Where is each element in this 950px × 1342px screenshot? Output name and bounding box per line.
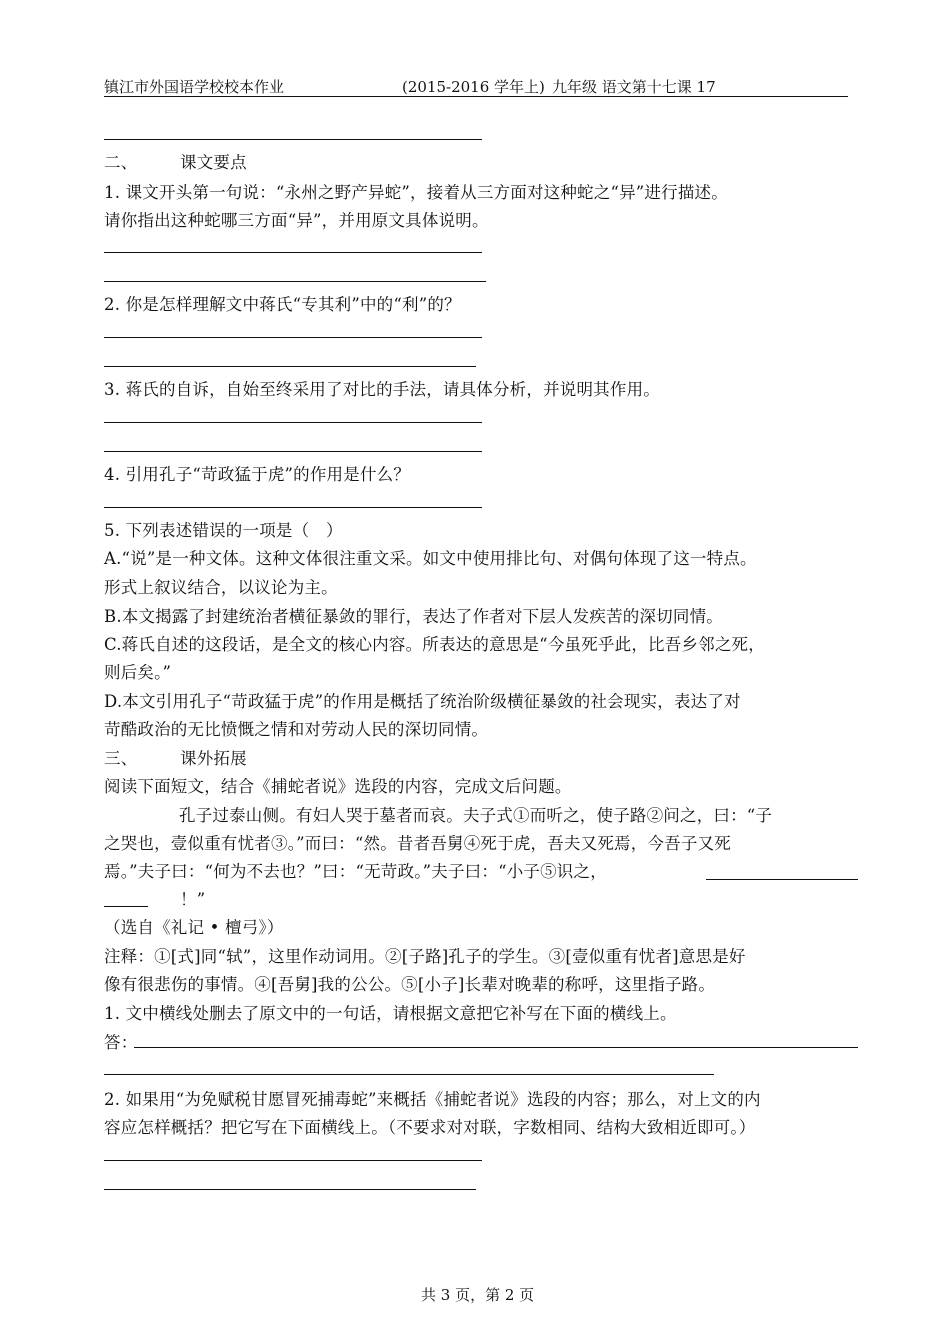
answer-line[interactable]: [104, 337, 482, 338]
extension-question-2-line1: 2. 如果用“为免赋税甘愿冒死捕毒蛇”来概括《捕蛇者说》选段的内容；那么，对上文的内: [104, 1090, 761, 1109]
passage-line1: 孔子过泰山侧。有妇人哭于墓者而哀。夫子式①而听之，使子路②问之，曰：“子: [179, 806, 773, 825]
fill-blank-line[interactable]: [104, 906, 148, 907]
extension-question-1: 1. 文中横线处删去了原文中的一句话，请根据文意把它补写在下面的横线上。: [104, 1004, 677, 1023]
answer-line[interactable]: [134, 1047, 858, 1048]
answer-line[interactable]: [104, 422, 482, 423]
passage-source: （选自《礼记 • 檀弓》）: [104, 918, 284, 937]
notes-line1: 注释：①[式]同“轼”，这里作动词用。②[子路]孔子的学生。③[壹似重有忧者]意思是好: [104, 947, 746, 966]
answer-line[interactable]: [104, 1189, 476, 1190]
option-a-line1: A.“说”是一种文体。这种文体很注重文采。如文中使用排比句、对偶句体现了这一特点。: [104, 549, 757, 568]
header-rule: [104, 96, 848, 97]
section3-intro: 阅读下面短文，结合《捕蛇者说》选段的内容，完成文后问题。: [104, 777, 572, 796]
answer-line[interactable]: [104, 366, 476, 367]
answer-line[interactable]: [104, 1160, 482, 1161]
section2-title: 课文要点: [180, 153, 247, 172]
question-5: 5. 下列表述错误的一项是（ ）: [104, 521, 343, 540]
question-4: 4. 引用孔子“苛政猛于虎”的作用是什么？: [104, 465, 411, 484]
header-term: (2015-2016 学年上): [402, 78, 545, 96]
header-school: 镇江市外国语学校校本作业: [104, 78, 285, 96]
option-c-line2: 则后矣。”: [104, 663, 172, 682]
question-3: 3. 蒋氏的自诉，自始至终采用了对比的手法，请具体分析，并说明其作用。: [104, 380, 660, 399]
option-a-line2: 形式上叙议结合，以议论为主。: [104, 578, 338, 597]
extension-question-2-line2: 容应怎样概括？把它写在下面横线上。（不要求对对联，字数相同、结构大致相近即可。）: [104, 1118, 756, 1137]
answer-line[interactable]: [104, 507, 482, 508]
section3-number: 三、: [104, 749, 138, 768]
answer-line[interactable]: [104, 451, 482, 452]
option-b: B.本文揭露了封建统治者横征暴敛的罪行，表达了作者对下层人发疾苦的深切同情。: [104, 607, 723, 626]
option-d-line2: 苛酷政治的无比愤慨之情和对劳动人民的深切同情。: [104, 720, 489, 739]
page-number: 共 3 页，第 2 页: [421, 1286, 535, 1304]
notes-line2: 像有很悲伤的事情。④[吾舅]我的公公。⑤[小子]长辈对晚辈的称呼，这里指子路。: [104, 975, 716, 994]
answer-line[interactable]: [104, 252, 482, 253]
question-1-line2: 请你指出这种蛇哪三方面“异”，并用原文具体说明。: [104, 211, 489, 230]
header-lesson: 九年级 语文第十七课 17: [552, 78, 716, 96]
question-2: 2. 你是怎样理解文中蒋氏“专其利”中的“利”的？: [104, 295, 461, 314]
question-1-line1: 1. 课文开头第一句说：“永州之野产异蛇”，接着从三方面对这种蛇之“异”进行描述。: [104, 183, 728, 202]
passage-line2: 之哭也，壹似重有忧者③。”而曰：“然。昔者吾舅④死于虎，吾夫又死焉，今吾子又死: [104, 834, 731, 853]
option-c-line1: C.蒋氏自述的这段话，是全文的核心内容。所表达的意思是“今虽死乎此，比吾乡邻之死，: [104, 635, 765, 654]
option-d-line1: D.本文引用孔子“苛政猛于虎”的作用是概括了统治阶级横征暴敛的社会现实，表达了对: [104, 692, 741, 711]
passage-line4-end: ！”: [180, 890, 206, 909]
answer-line[interactable]: [104, 281, 486, 282]
answer-label: 答：: [104, 1033, 138, 1052]
section2-number: 二、: [104, 153, 138, 172]
section3-title: 课外拓展: [180, 749, 247, 768]
fill-blank-line[interactable]: [706, 879, 858, 880]
passage-line3: 焉。”夫子曰：“何为不去也？”曰：“无苛政。”夫子曰：“小子⑤识之，: [104, 862, 607, 881]
answer-line[interactable]: [104, 1074, 714, 1075]
answer-line[interactable]: [104, 139, 482, 140]
